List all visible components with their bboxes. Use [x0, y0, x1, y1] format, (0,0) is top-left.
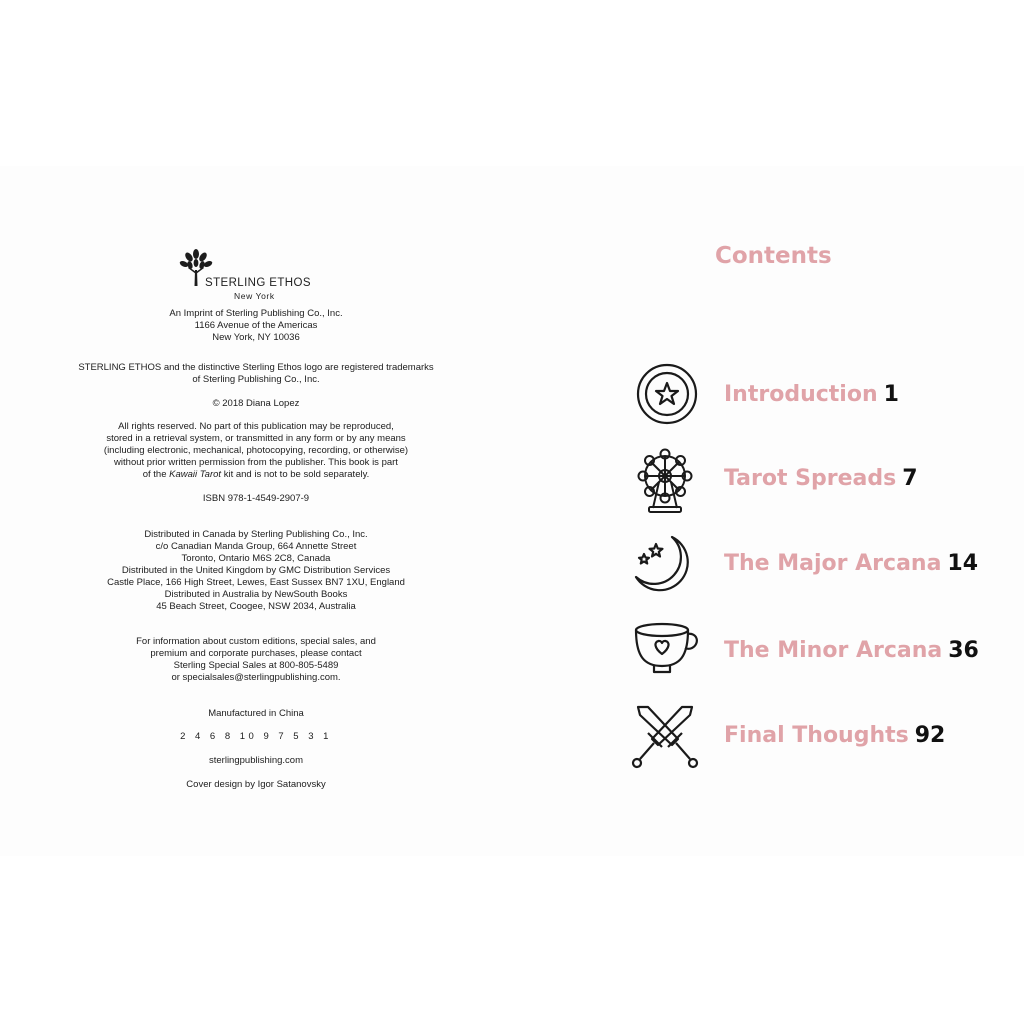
toc-title: The Major Arcana	[724, 551, 942, 576]
rights-block	[0, 421, 512, 481]
imprint-block	[0, 308, 512, 344]
rights-line: without prior written permission from the publisher. This book is part	[114, 457, 398, 468]
toc-page-number: 14	[947, 551, 979, 576]
distribution-line: Toronto, Ontario M6S 2C8, Canada	[181, 553, 331, 564]
toc-page-number: 36	[948, 638, 979, 663]
book-spread	[0, 166, 1024, 856]
rights-line-last	[0, 469, 512, 481]
distribution-line: Castle Place, 166 High Street, Lewes, East Sussex BN7 1XU, England	[107, 577, 405, 588]
rights-line: All rights reserved. No part of this publication may be reproduced,	[118, 421, 394, 432]
copyright-notice: © 2018 Diana Lopez	[212, 398, 300, 409]
contents-page	[512, 166, 1024, 856]
brand-city: New York	[234, 291, 275, 301]
toc-entry-text	[724, 551, 978, 576]
trademark-block	[0, 362, 512, 386]
ferris-wheel-icon	[630, 446, 704, 516]
special-sales-line: For information about custom editions, special sales, and	[136, 636, 376, 647]
toc-entry-text	[724, 382, 899, 407]
heart-cup-icon	[630, 618, 704, 688]
distribution-line: c/o Canadian Manda Group, 664 Annette Street	[155, 541, 357, 552]
distribution-block	[0, 529, 512, 613]
star-coin-icon	[630, 362, 704, 432]
toc-entry-text	[724, 466, 918, 491]
rights-line: stored in a retrieval system, or transmitted in any form or by any means	[106, 433, 406, 444]
special-sales-line: Sterling Special Sales at 800-805-5489	[173, 660, 339, 671]
toc-page-number: 7	[902, 466, 918, 491]
distribution-line: 45 Beach Street, Coogee, NSW 2034, Australia	[156, 601, 356, 612]
toc-entry-introduction[interactable]	[630, 362, 1010, 432]
contents-heading: Contents	[715, 243, 832, 269]
toc-title: Tarot Spreads	[724, 466, 897, 491]
manufactured-line: Manufactured in China	[208, 708, 304, 719]
toc-title: Final Thoughts	[724, 723, 909, 748]
rights-text: kit and is not to be sold separately.	[221, 469, 370, 480]
toc-entry-final-thoughts[interactable]	[630, 703, 1010, 773]
toc-entry-text	[724, 723, 945, 748]
crossed-swords-icon	[630, 703, 704, 773]
website: sterlingpublishing.com	[209, 755, 303, 766]
copyright-page	[0, 166, 512, 856]
toc-page-number: 92	[914, 723, 946, 748]
trademark-line: of Sterling Publishing Co., Inc.	[192, 374, 320, 385]
toc-page-number: 1	[883, 382, 899, 407]
special-sales-line: premium and corporate purchases, please contact	[150, 648, 362, 659]
toc-entry-tarot-spreads[interactable]	[630, 446, 1010, 516]
brand-name: STERLING ETHOS	[205, 277, 311, 289]
distribution-line: Distributed in the United Kingdom by GMC Distribution Services	[121, 565, 391, 576]
rights-line: (including electronic, mechanical, photocopying, recording, or otherwise)	[103, 445, 409, 456]
moon-stars-icon	[630, 531, 704, 601]
distribution-line: Distributed in Canada by Sterling Publishing Co., Inc.	[144, 529, 368, 540]
kit-title: Kawaii Tarot	[169, 469, 222, 480]
printing-line: 2 4 6 8 10 9 7 5 3 1	[180, 731, 332, 742]
isbn: ISBN 978-1-4549-2907-9	[202, 493, 310, 504]
imprint-line: An Imprint of Sterling Publishing Co., Inc.	[169, 308, 343, 319]
cover-design-credit: Cover design by Igor Satanovsky	[186, 779, 326, 790]
special-sales-block	[0, 636, 512, 684]
imprint-line: New York, NY 10036	[212, 332, 300, 343]
toc-entry-minor-arcana[interactable]	[630, 618, 1010, 688]
toc-title: The Minor Arcana	[724, 638, 943, 663]
toc-entry-major-arcana[interactable]	[630, 531, 1010, 601]
distribution-line: Distributed in Australia by NewSouth Books	[164, 589, 348, 600]
trademark-line: STERLING ETHOS and the distinctive Sterling Ethos logo are registered trademarks	[78, 362, 434, 373]
toc-entry-text	[724, 638, 979, 663]
imprint-line: 1166 Avenue of the Americas	[194, 320, 318, 331]
toc-title: Introduction	[724, 382, 878, 407]
rights-text: of the	[142, 469, 170, 480]
special-sales-line: or specialsales@sterlingpublishing.com.	[171, 672, 341, 683]
